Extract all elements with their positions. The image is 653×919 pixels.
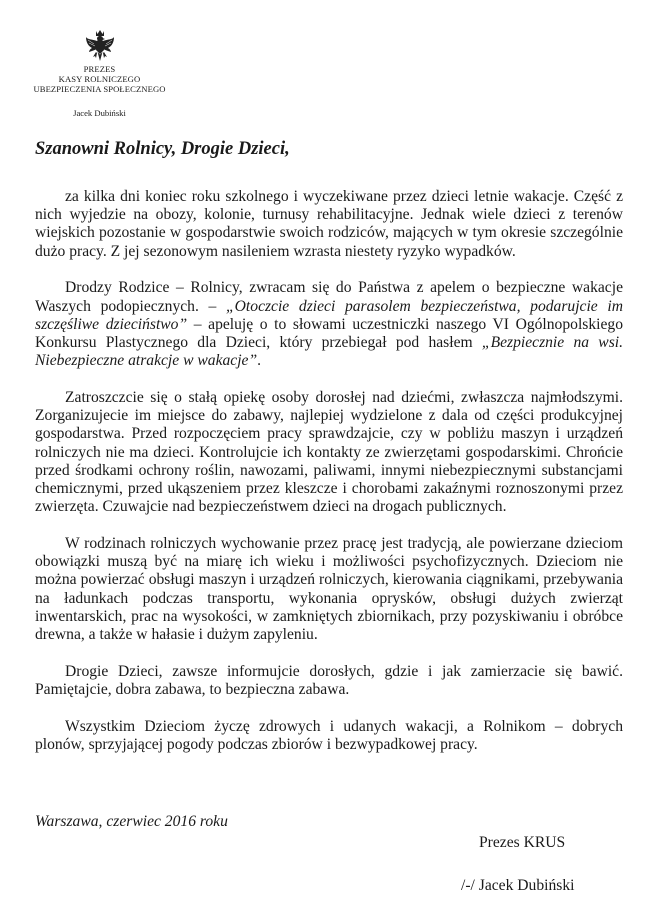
letterhead-line-2: KASY ROLNICZEGO: [58, 74, 141, 84]
signature-title: Prezes KRUS: [479, 834, 566, 851]
paragraph-3: Zatroszczcie się o stałą opiekę osoby dorosłej nad dziećmi, zwłaszcza najmłodszymi. Zorganizujecie im miejsce do zabawy, najlepiej wydzielone z dala od części produkcyjnej gospodarstwa. Przed rozpoczęciem pracy sprawdzajcie, czy w pobliżu maszyn i urządzeń rolniczych nie ma dzieci. Kontrolujcie ich kontakty ze zwierzętami gospodarskimi. Chrońcie przed środkami ochrony roślin, nawozami, paliwami, innymi niebezpiecznymi substancjami chemicznymi, przed ukąszeniem przez kleszcze i chorobami zakaźnymi roznoszonymi przez zwierzęta. Czuwajcie nad bezpieczeństwem dzieci na drogach publicznych.: [35, 389, 623, 516]
paragraph-2-text-c: .: [257, 352, 262, 370]
letterhead-line-3: UBEZPIECZENIA SPOŁECZNEGO: [33, 84, 166, 94]
paragraph-5: Drogie Dzieci, zawsze informujcie dorosłych, gdzie i jak zamierzacie się bawić. Pamiętajcie, dobra zabawa, to bezpieczna zabawa.: [35, 662, 623, 699]
paragraph-2-text-a: Drodzy Rodzice – Rolnicy, zwracam się do Państwa z apelem o bezpieczne wakacje Waszych podopiecznych. –: [35, 279, 623, 315]
place-date: Warszawa, czerwiec 2016 roku: [35, 813, 228, 830]
paragraph-1: za kilka dni koniec roku szkolnego i wyczekiwane przez dzieci letnie wakacje. Część z nich wyjedzie na obozy, kolonie, turnusy rehabilitacyjne. Jednak wiele dzieci z terenów wiejskich pozostanie w gospodarstwie swoich rodziców, mających w tym okresie szczególnie dużo pracy. Z jej sezonowym nasileniem wzrasta niestety ryzyko wypadków.: [35, 188, 623, 260]
letterhead: [27, 28, 172, 118]
paragraph-2-text-b: – apeluję o to słowami uczestniczki naszego VI Ogólnopolskiego Konkursu Plastycznego dla Dzieci, który przebiegał pod hasłem: [35, 315, 623, 352]
letterhead-line-1: PREZES: [83, 64, 116, 74]
salutation: Szanowni Rolnicy, Drogie Dzieci,: [35, 139, 290, 159]
paragraph-6: Wszystkim Dzieciom życzę zdrowych i udanych wakacji, a Rolnikom – dobrych plonów, sprzyjającej pogody podczas zbiorów i bezwypadkowej pracy.: [35, 717, 623, 754]
paragraph-2: [35, 279, 623, 370]
letterhead-name: Jacek Dubiński: [73, 108, 126, 118]
signature-name: /-/ Jacek Dubiński: [461, 877, 575, 894]
letter-body: [35, 188, 623, 754]
eagle-emblem-icon: [85, 28, 115, 64]
contest-quote: „Otoczcie dzieci parasolem bezpieczeństwa, podarujcie im szczęśliwe dzieciństwo”: [35, 297, 623, 333]
contest-slogan: „Bezpiecznie na wsi. Niebezpieczne atrakcje w wakacje”: [35, 334, 623, 370]
paragraph-4: W rodzinach rolniczych wychowanie przez pracę jest tradycją, ale powierzane dzieciom obowiązki muszą być na miarę ich wieku i możliwości psychofizycznych. Dzieciom nie można powierzać obsługi maszyn i urządzeń rolniczych, kierowania ciągnikami, przebywania na ładunkach podczas transportu, wykonania oprysków, obsługi dużych zwierząt inwentarskich, prac na wysokości, w zamkniętych zbiornikach, przy pozyskiwaniu i obróbce drewna, a także w hałasie i dużym zapyleniu.: [35, 535, 623, 644]
